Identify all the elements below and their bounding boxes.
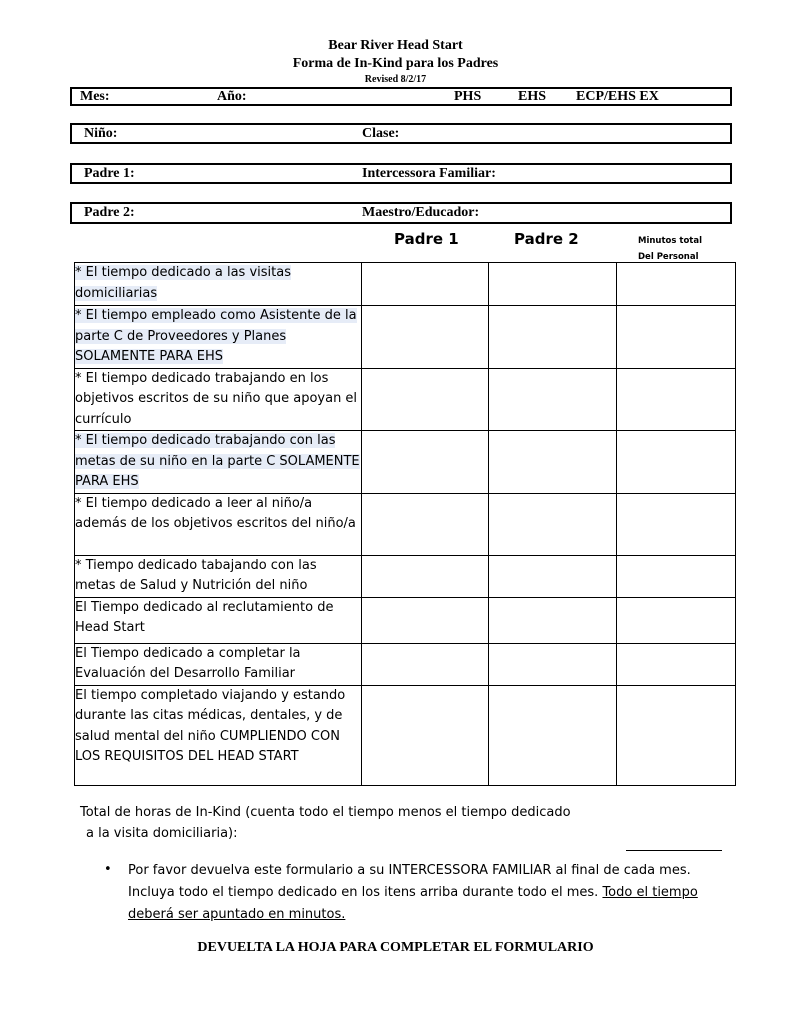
ehs-option[interactable]: EHS [518,88,547,104]
nino-label[interactable]: Niño: [84,125,118,141]
bullet-icon: • [104,862,112,877]
staff-minutes-cell[interactable] [617,555,736,597]
padre1-cell[interactable] [362,685,489,785]
row-label-text: * El tiempo dedicado a las visitas domiciliarias [75,265,291,301]
padre2-cell[interactable] [489,597,617,643]
row-label [75,493,362,555]
staff-minutes-cell[interactable] [617,431,736,494]
total-hours-label [80,802,571,844]
column-padre2: Padre 2 [514,230,579,248]
footer-instruction: DEVUELTA LA HOJA PARA COMPLETAR EL FORMULARIO [197,940,594,955]
row-label [75,555,362,597]
padre2-cell[interactable] [489,431,617,494]
row-label-text: El Tiempo dedicado a completar la Evaluación del Desarrollo Familiar [75,645,301,681]
padre1-label[interactable]: Padre 1: [84,165,135,181]
ecp-ehs-ex-option[interactable]: ECP/EHS EX [576,88,659,104]
parent1-row [70,163,732,184]
in-kind-table [74,262,736,786]
row-label [75,431,362,494]
maestro-label[interactable]: Maestro/Educador: [362,205,480,220]
ano-label[interactable]: Año: [217,88,247,104]
padre2-cell[interactable] [489,555,617,597]
row-label-text: * El tiempo dedicado trabajando en los objetivos escritos de su niño que apoyan el currículo [75,370,358,427]
return-instructions [128,860,718,926]
table-row [75,493,736,555]
padre2-cell[interactable] [489,643,617,685]
padre2-cell[interactable] [489,685,617,785]
clase-label[interactable]: Clase: [362,125,400,141]
padre2-cell[interactable] [489,306,617,369]
table-row [75,597,736,643]
table-row [75,306,736,369]
row-label-text: * El tiempo dedicado a leer al niño/a además de los objetivos escritos del niño/a [75,495,356,531]
parent2-row [70,202,732,224]
row-label [75,643,362,685]
staff-minutes-cell[interactable] [617,685,736,785]
staff-minutes-cell[interactable] [617,368,736,431]
phs-option[interactable]: PHS [454,88,482,104]
row-label [75,306,362,369]
row-label [75,597,362,643]
note-underlined: Todo el tiempo deberá ser apuntado en minutos. [128,885,698,922]
padre1-cell[interactable] [362,368,489,431]
form-subtitle: Forma de In-Kind para los Padres [292,56,499,71]
month-year-program-row [70,87,732,106]
table-row [75,643,736,685]
staff-minutes-cell[interactable] [617,597,736,643]
intercessora-label[interactable]: Intercessora Familiar: [362,165,496,181]
padre1-cell[interactable] [362,555,489,597]
column-minutos-line2: Del Personal [638,252,699,262]
padre2-label[interactable]: Padre 2: [84,205,135,220]
column-minutos-line1: Minutos total [638,236,703,246]
row-label [75,263,362,306]
column-padre1: Padre 1 [394,230,459,248]
form-title: Bear River Head Start [328,38,463,53]
row-label-text: El tiempo completado viajando y estando durante las citas médicas, dentales, y de salud mental del niño CUMPLIENDO CON LOS REQUISITOS DEL HEAD START [75,687,346,764]
padre1-cell[interactable] [362,597,489,643]
row-label-text: * El tiempo dedicado trabajando con las metas de su niño en la parte C SOLAMENTE PARA EHS [75,433,360,489]
padre2-cell[interactable] [489,263,617,306]
total-line2: a la visita domiciliaria): [86,826,238,841]
note-text: Por favor devuelva este formulario a su INTERCESSORA FAMILIAR al final de cada mes. Incluya todo el tiempo dedicado en los itens arriba durante todo el mes. [128,863,691,900]
padre1-cell[interactable] [362,263,489,306]
table-row [75,368,736,431]
row-label-text: El Tiempo dedicado al reclutamiento de Head Start [75,599,334,635]
row-label [75,368,362,431]
staff-minutes-cell[interactable] [617,643,736,685]
padre1-cell[interactable] [362,493,489,555]
total-hours-input-line[interactable] [626,850,722,851]
total-line1: Total de horas de In-Kind (cuenta todo el tiempo menos el tiempo dedicado [80,805,571,820]
staff-minutes-cell[interactable] [617,263,736,306]
table-row [75,431,736,494]
staff-minutes-cell[interactable] [617,493,736,555]
row-label [75,685,362,785]
staff-minutes-cell[interactable] [617,306,736,369]
padre2-cell[interactable] [489,368,617,431]
column-minutos [638,233,702,265]
padre1-cell[interactable] [362,643,489,685]
padre1-cell[interactable] [362,431,489,494]
padre1-cell[interactable] [362,306,489,369]
row-label-text: * Tiempo dedicado tabajando con las metas de Salud y Nutrición del niño [75,557,317,593]
table-row [75,685,736,785]
padre2-cell[interactable] [489,493,617,555]
mes-label[interactable]: Mes: [80,88,110,104]
revised-date: Revised 8/2/17 [364,74,427,85]
child-class-row [70,123,732,144]
table-row [75,555,736,597]
table-row [75,263,736,306]
row-label-text: * El tiempo empleado como Asistente de la parte C de Proveedores y Planes SOLAMENTE PARA EHS [75,308,357,364]
